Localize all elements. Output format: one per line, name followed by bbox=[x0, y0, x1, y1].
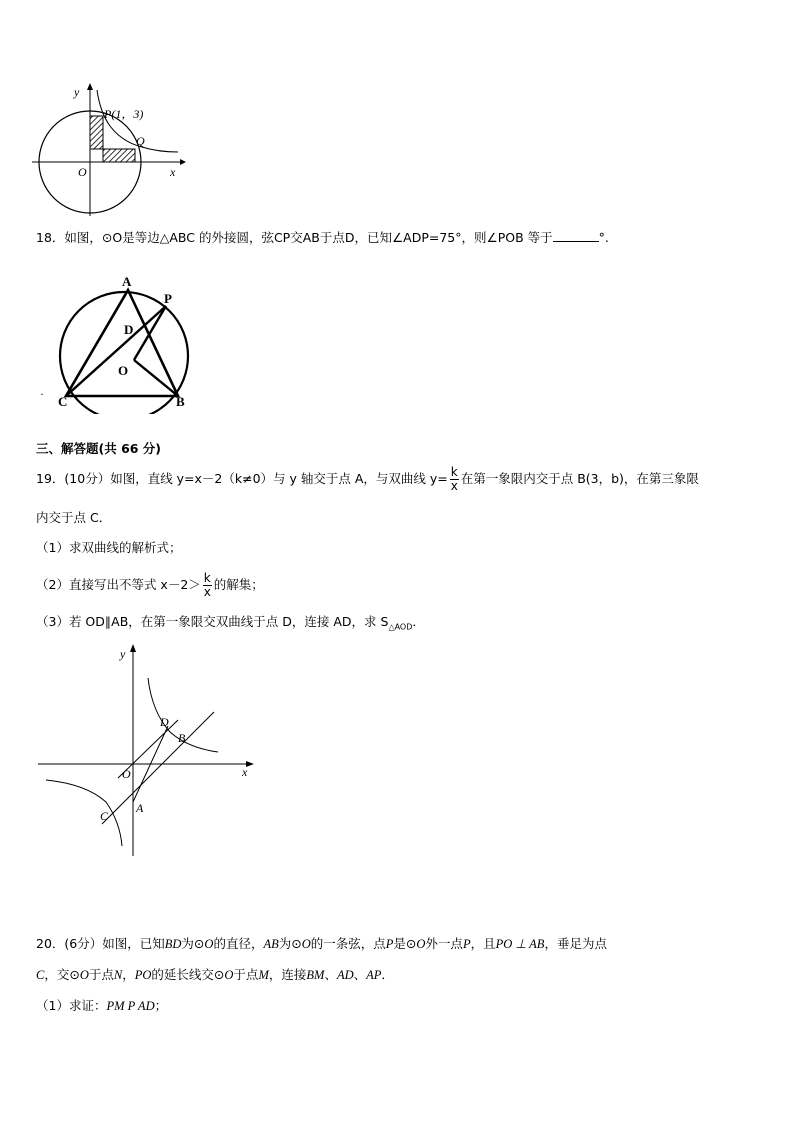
question-18 bbox=[36, 229, 609, 246]
q20-t16: 、 bbox=[324, 967, 337, 982]
q20-t14: 于点 bbox=[233, 967, 259, 982]
q19-text-a: 19．(10分）如图，直线 y=x－2（k≠0）与 y 轴交于点 A，与双曲线 y= bbox=[36, 471, 448, 486]
fraction-k-over-x-2 bbox=[203, 572, 212, 599]
q20-m-o3: O bbox=[416, 937, 426, 951]
question-19-sub3 bbox=[36, 614, 425, 636]
q20-m-ap: AP bbox=[366, 968, 382, 982]
label-B: B bbox=[176, 394, 185, 409]
frac-den: x bbox=[450, 479, 458, 493]
q20-t9: ，垂足为点 bbox=[544, 936, 607, 951]
question-19-line2: 内交于点 C． bbox=[36, 510, 112, 525]
x-axis-arrow bbox=[180, 159, 186, 165]
q19-text-b: 在第一象限内交于点 B(3，b)，在第三象限 bbox=[460, 471, 699, 486]
label-C: C bbox=[58, 394, 68, 409]
q20-t5: 的一条弦，点 bbox=[310, 936, 386, 951]
q18-text-end: °. bbox=[598, 230, 609, 245]
q18-text: 18．如图，⊙O是等边△ABC 的外接圆，弦CP交AB于点D，已知∠ADP=75°，则∠POB 等于 bbox=[36, 230, 553, 245]
q20-m-o4: O bbox=[79, 968, 89, 982]
q20-sub1-b: ； bbox=[154, 998, 168, 1013]
label-B: B bbox=[178, 731, 186, 745]
q19-sub3-b: ． bbox=[412, 614, 425, 629]
q20-t18: ． bbox=[381, 967, 394, 982]
q20-t1: 20．(6分）如图，已知 bbox=[36, 936, 165, 951]
q20-t8: ，且 bbox=[470, 936, 496, 951]
q20-t10: ，交⊙ bbox=[44, 967, 80, 982]
question-19-sub1: （1）求双曲线的解析式； bbox=[36, 540, 182, 555]
question-19-line1 bbox=[36, 466, 699, 493]
label-A: A bbox=[122, 274, 132, 289]
label-A: A bbox=[136, 801, 144, 815]
q20-m-p2: P bbox=[462, 937, 471, 951]
fraction-k-over-x bbox=[450, 466, 459, 493]
label-x: x bbox=[242, 765, 248, 779]
frac-num: k bbox=[450, 465, 458, 479]
q20-t4: 为⊙ bbox=[278, 936, 302, 951]
q20-m-c: C bbox=[36, 968, 45, 982]
q19-sub2-a: （2）直接写出不等式 x－2＞ bbox=[36, 577, 201, 592]
label-p: P(1，3) bbox=[104, 107, 144, 121]
q20-t17: 、 bbox=[353, 967, 367, 982]
q20-m-bd: BD bbox=[164, 937, 182, 951]
question-19-sub2 bbox=[36, 572, 264, 599]
q20-m-m: M bbox=[258, 968, 269, 982]
q20-m-po: PO bbox=[134, 968, 152, 982]
answer-blank bbox=[553, 229, 599, 242]
q20-sub1-math: PM P AD bbox=[106, 999, 155, 1013]
stray-dot: · bbox=[40, 387, 44, 401]
q20-m-ad: AD bbox=[336, 968, 354, 982]
q20-t11: 于点 bbox=[88, 967, 114, 982]
label-o: O bbox=[78, 165, 87, 179]
frac-den-2: x bbox=[203, 585, 211, 599]
label-O: O bbox=[122, 767, 131, 781]
q20-t12: ， bbox=[122, 967, 135, 982]
label-D: D bbox=[124, 322, 134, 337]
q19-sub2-b: 的解集； bbox=[213, 577, 264, 592]
q20-m-ab: AB bbox=[263, 937, 279, 951]
segment-ob bbox=[134, 360, 178, 396]
q19-sub3-a: （3）若 OD∥AB，在第一象限交双曲线于点 D，连接 AD，求 S bbox=[36, 614, 389, 629]
q20-m-o5: O bbox=[224, 968, 234, 982]
q20-m-o2: O bbox=[301, 937, 311, 951]
y-axis-arrow bbox=[87, 83, 93, 90]
label-y: y bbox=[74, 85, 80, 99]
question-20-line2 bbox=[36, 967, 394, 983]
q20-m-o1: O bbox=[204, 937, 214, 951]
q20-t15: ，连接 bbox=[268, 967, 307, 982]
label-C: C bbox=[100, 809, 109, 823]
section-title: 三、解答题(共 66 分) bbox=[36, 441, 162, 456]
q20-t2: 为⊙ bbox=[181, 936, 205, 951]
figure-18 bbox=[36, 272, 200, 414]
chord-cp bbox=[66, 306, 166, 396]
q19-sub3-sub: △AOD bbox=[388, 622, 413, 632]
q20-t7: 外一点 bbox=[425, 936, 463, 951]
label-P: P bbox=[164, 291, 172, 306]
q20-t3: 的直径， bbox=[213, 936, 264, 951]
q20-t6: 是⊙ bbox=[393, 936, 417, 951]
y-axis-arrow bbox=[130, 644, 136, 652]
figure-17 bbox=[30, 82, 190, 218]
hyperbola-branch-q3 bbox=[46, 780, 122, 846]
q20-sub1-a: （1）求证： bbox=[36, 998, 107, 1013]
q20-m-p: P bbox=[385, 937, 394, 951]
figure-19 bbox=[36, 642, 260, 860]
frac-num-2: k bbox=[203, 571, 211, 585]
label-q: Q bbox=[136, 134, 145, 148]
shaded-rect-1 bbox=[90, 116, 103, 149]
q20-m-n: N bbox=[113, 968, 123, 982]
blank-rect bbox=[90, 149, 103, 162]
line-ab bbox=[102, 712, 214, 824]
shaded-rect-2 bbox=[103, 149, 135, 162]
q20-m-bm: BM bbox=[306, 968, 325, 982]
label-D: D bbox=[160, 715, 169, 729]
question-20-sub1 bbox=[36, 998, 167, 1014]
label-O: O bbox=[118, 363, 129, 378]
label-y: y bbox=[120, 647, 126, 661]
q20-t13: 的延长线交⊙ bbox=[151, 967, 225, 982]
question-20-line1 bbox=[36, 936, 607, 952]
q20-m-po-ab: PO ⊥ AB bbox=[495, 937, 545, 951]
label-x: x bbox=[170, 165, 176, 179]
